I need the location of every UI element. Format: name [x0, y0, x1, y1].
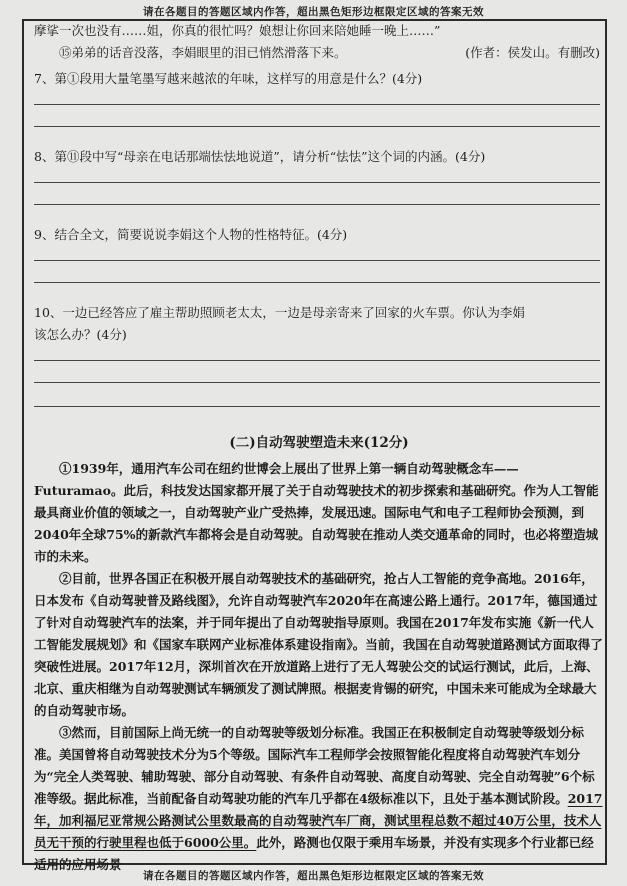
- paragraph-3-underlined: 2017年，加利福尼亚常规公路测试公里数最高的自动驾驶汽车厂商，测试里程总数不超过40万公里，技术人员无干预的行驶里程也低于6000公里。: [34, 791, 603, 850]
- answer-lines-8b[interactable]: [34, 194, 604, 220]
- question-9: 9、结合全文，简要说说李娟这个人物的性格特征。(4分): [34, 227, 348, 242]
- answer-line[interactable]: [34, 104, 600, 105]
- section-title: (二)自动驾驶塑造未来(12分): [229, 435, 409, 451]
- answer-line[interactable]: [34, 360, 600, 361]
- answer-lines-7b[interactable]: [34, 116, 604, 142]
- answer-line[interactable]: [34, 204, 600, 205]
- question-8: 8、第⑪段中写“母亲在电话那端怯怯地说道”，请分析“怯怯”这个词的内涵。(4分): [34, 149, 486, 164]
- answer-lines-10c[interactable]: [34, 398, 604, 424]
- answer-line[interactable]: [34, 260, 600, 261]
- paragraph-3-text: ③然而，目前国际上尚无统一的自动驾驶等级划分标准。我国正在积极制定自动驾驶等级划分标准。美国曾将自动驾驶技术分为5个等级。国际汽车工程师学会按照智能化程度将自动驾驶汽车划分为“完全人类驾驶、辅助驾驶、部分自动驾驶、有条件自动驾驶、高度自动驾驶、完全自动驾驶”6个标准等级。据此标准，当前配备自动驾驶功能的汽车几乎都在4级标准以下，且处于基本测试阶段。: [34, 725, 595, 806]
- passage-paragraph-3: [34, 722, 604, 876]
- answer-line[interactable]: [34, 182, 600, 183]
- story-line: ⑮弟弟的话音没落，李娟眼里的泪已悄然滑落下来。: [59, 45, 347, 60]
- answer-area-content: [34, 20, 604, 876]
- story-line: 摩挲一次也没有……姐，你真的很忙吗？娘想让你回来陪她睡一晚上……”: [34, 23, 441, 38]
- answer-line[interactable]: [34, 126, 600, 127]
- passage-paragraph-1: ①1939年，通用汽车公司在纽约世博会上展出了世界上第一辆自动驾驶概念车——Futuramao。此后，科技发达国家都开展了关于自动驾驶技术的初步探索和基础研究。作为人工智能最具商业价值的领域之一，自动驾驶产业广受热捧，发展迅速。国际电气和电子工程师协会预测，到2040年全球75%的新款汽车都将会是自动驾驶。自动驾驶在推动人类交通革命的同时，也必将塑造城市的未来。: [34, 461, 599, 564]
- footer-notice: 请在各题目的答题区域内作答，超出黑色矩形边框限定区域的答案无效: [143, 870, 484, 882]
- answer-lines-10b[interactable]: [34, 372, 604, 398]
- answer-lines-7[interactable]: [34, 90, 604, 116]
- answer-lines-8[interactable]: [34, 168, 604, 194]
- story-source: (作者：侯发山。有删改): [465, 45, 600, 60]
- answer-lines-9[interactable]: [34, 246, 604, 272]
- story-ending: [34, 42, 604, 64]
- answer-lines-9b[interactable]: [34, 272, 604, 298]
- paragraph-3-text-end: 此外，路测也仅限于乘用车场景，并没有实现多个行业都已经适用的应用场景: [34, 835, 594, 872]
- answer-line[interactable]: [34, 282, 600, 283]
- header-notice: 请在各题目的答题区域内作答，超出黑色矩形边框限定区域的答案无效: [143, 6, 484, 18]
- passage-paragraph-2: ②目前，世界各国正在积极开展自动驾驶技术的基础研究，抢占人工智能的竞争高地。2016年，日本发布《自动驾驶普及路线图》，允许自动驾驶汽车2020年在高速公路上通行。2017年，德国通过了针对自动驾驶汽车的法案，并于同年提出了自动驾驶指导原则。我国在2017年发布实施《新一代人工智能发展规划》和《国家车联网产业标准体系建设指南》。当前，我国在自动驾驶道路测试方面取得了突破性进展。2017年12月，深圳首次在开放道路上进行了无人驾驶公交的试运行测试，此后，上海、北京、重庆相继为自动驾驶测试车辆颁发了测试牌照。根据麦肯锡的研究，中国未来可能成为全球最大的自动驾驶市场。: [34, 571, 603, 718]
- answer-line[interactable]: [34, 382, 600, 383]
- question-10: 10、一边已经答应了雇主帮助照顾老太太，一边是母亲寄来了回家的火车票。你认为李娟: [34, 305, 525, 320]
- question-10-cont: 该怎么办？(4分): [34, 327, 127, 342]
- answer-line[interactable]: [34, 406, 600, 407]
- question-7: 7、第①段用大量笔墨写越来越浓的年味，这样写的用意是什么？(4分): [34, 71, 423, 86]
- answer-lines-10[interactable]: [34, 346, 604, 372]
